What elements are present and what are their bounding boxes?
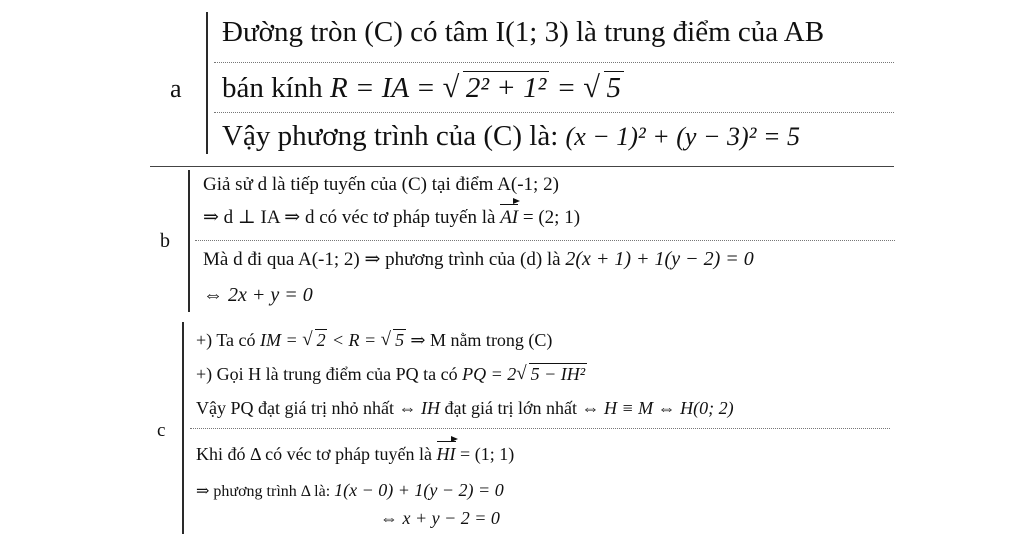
a-line-1: Đường tròn (C) có tâm I(1; 3) là trung điểm của AB	[222, 16, 825, 48]
c-line-3: Vậy PQ đạt giá trị nhỏ nhất ⇔ IH đạt giá trị lớn nhất ⇔ H ≡ M ⇔ H(0; 2)	[196, 398, 734, 418]
b-line-4: ⇔ 2x + y = 0	[203, 284, 313, 306]
divider-a	[206, 12, 208, 154]
b-line-2: ⇒ d ⊥ IA ⇒ d có véc tơ pháp tuyến là AI = (2; 1)	[203, 207, 581, 228]
c-line-5: ⇒ phương trình Δ là: 1(x − 0) + 1(y − 2) = 0	[196, 480, 504, 500]
part-label-c: c	[157, 420, 166, 441]
c-line-4: Khi đó Δ có véc tơ pháp tuyến là HI = (1; 1)	[196, 444, 515, 464]
divider-b	[188, 170, 190, 312]
c-line-1: +) Ta có IM = √ 2 < R = √ 5 ⇒ M nằm trong (C)	[196, 330, 552, 351]
sqrt-2sq-plus-1sq: √ 2² + 1²	[443, 72, 550, 105]
a-line-3: Vậy phương trình của (C) là: (x − 1)² + (y − 3)² = 5	[222, 120, 801, 152]
c-line-2: +) Gọi H là trung điểm của PQ ta có PQ = 2√ 5 − IH²	[196, 364, 587, 385]
dotted-c	[190, 428, 890, 429]
vector-hi: HI	[436, 444, 456, 464]
dotted-b	[195, 240, 895, 241]
a-line-2: bán kính R = IA = √ 2² + 1² = √ 5	[222, 72, 624, 105]
dotted-a1	[214, 62, 894, 63]
b-line-1: Giả sử d là tiếp tuyến của (C) tại điểm A(-1; 2)	[203, 174, 559, 195]
divider-c	[182, 322, 184, 534]
b-line-3: Mà d đi qua A(-1; 2) ⇒ phương trình của (d) là 2(x + 1) + 1(y − 2) = 0	[203, 248, 754, 270]
part-label-b: b	[160, 230, 170, 252]
vector-ai: AI	[500, 207, 519, 228]
separator-ab	[150, 166, 894, 167]
dotted-a2	[214, 112, 894, 113]
part-label-a: a	[170, 74, 182, 103]
c-line-6: ⇔ x + y − 2 = 0	[380, 508, 500, 528]
sqrt-5: √ 5	[583, 72, 624, 105]
